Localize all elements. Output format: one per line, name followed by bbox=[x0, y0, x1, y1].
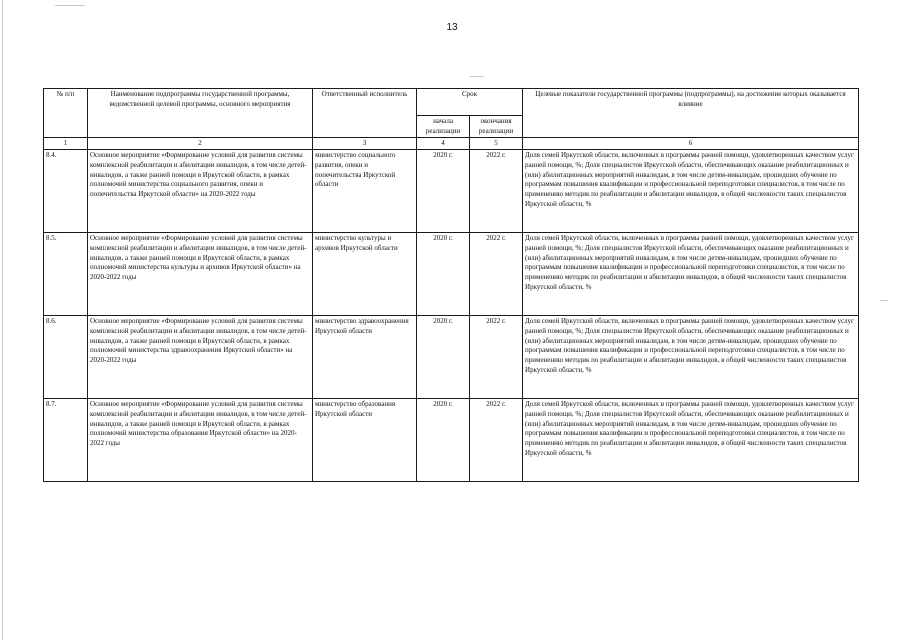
row-start: 2020 г. bbox=[417, 150, 470, 233]
header-indicators: Целевые показатели государственной программы (подпрограммы), на достижение которых оказывается влияние bbox=[523, 89, 859, 138]
column-number: 6 bbox=[523, 138, 859, 150]
scan-mark bbox=[55, 5, 85, 6]
row-end: 2022 г. bbox=[470, 233, 523, 316]
table-row bbox=[44, 150, 859, 233]
row-executor: министерство культуры и архивов Иркутской области bbox=[313, 233, 417, 316]
row-start: 2020 г. bbox=[417, 233, 470, 316]
row-name: Основное мероприятие «Формирование условий для развития системы комплексной реабилитации и абилитации инвалидов, в том числе детей-инвалидов, а также ранней помощи в Иркутской области, в рамках полномочий министерства социального развития, опеки и попечительства Иркутской области» на 2020-2022 годы bbox=[88, 150, 313, 233]
row-indicators: Доля семей Иркутской области, включенных в программы ранней помощи, удовлетворенных качеством услуг ранней помощи, %; Доля специалистов Иркутской области, обеспечивающих оказание реабилитационных и (или) абилитационных мероприятий инвалидам, в том числе детям-инвалидам, прошедших обучение по программам повышения квалификации и профессиональной переподготовки специалистов, в том числе по применению методик по реабилитации и абилитации инвалидов, в общей численности таких специалистов Иркутской области, % bbox=[523, 316, 859, 399]
row-executor: министерство здравоохранения Иркутской области bbox=[313, 316, 417, 399]
row-start: 2020 г. bbox=[417, 316, 470, 399]
header-row bbox=[44, 89, 859, 116]
scan-edge bbox=[2, 0, 3, 640]
column-number: 4 bbox=[417, 138, 470, 150]
header-term-end: окончания реализации bbox=[470, 116, 523, 138]
row-indicators: Доля семей Иркутской области, включенных в программы ранней помощи, удовлетворенных качеством услуг ранней помощи, %; Доля специалистов Иркутской области, обеспечивающих оказание реабилитационных и (или) абилитационных мероприятий инвалидам, в том числе детям-инвалидам, прошедших обучение по программам повышения квалификации и профессиональной переподготовки специалистов, в том числе по применению методик по реабилитации и абилитации инвалидов, в общей численности таких специалистов Иркутской области, % bbox=[523, 399, 859, 482]
table-row bbox=[44, 399, 859, 482]
row-indicators: Доля семей Иркутской области, включенных в программы ранней помощи, удовлетворенных качеством услуг ранней помощи, %; Доля специалистов Иркутской области, обеспечивающих оказание реабилитационных и (или) абилитационных мероприятий инвалидам, в том числе детям-инвалидам, прошедших обучение по программам повышения квалификации и профессиональной переподготовки специалистов, в том числе по применению методик по реабилитации и абилитации инвалидов, в общей численности таких специалистов Иркутской области, % bbox=[523, 233, 859, 316]
row-name: Основное мероприятие «Формирование условий для развития системы комплексной реабилитации и абилитации инвалидов, в том числе детей-инвалидов, а также ранней помощи в Иркутской области, в рамках полномочий министерства образования Иркутской области» на 2020-2022 годы bbox=[88, 399, 313, 482]
row-num: 8.5. bbox=[44, 233, 88, 316]
row-name: Основное мероприятие «Формирование условий для развития системы комплексной реабилитации и абилитации инвалидов, в том числе детей-инвалидов, а также ранней помощи в Иркутской области, в рамках полномочий министерства культуры и архивов Иркутской области» на 2020-2022 годы bbox=[88, 233, 313, 316]
column-number-row bbox=[44, 138, 859, 150]
table-row bbox=[44, 316, 859, 399]
table-row bbox=[44, 233, 859, 316]
column-number: 2 bbox=[88, 138, 313, 150]
column-number: 5 bbox=[470, 138, 523, 150]
scan-mark bbox=[880, 300, 888, 301]
row-num: 8.6. bbox=[44, 316, 88, 399]
header-term: Срок bbox=[417, 89, 523, 116]
header-num: № п/п bbox=[44, 89, 88, 138]
row-end: 2022 г. bbox=[470, 150, 523, 233]
scan-mark bbox=[470, 76, 484, 77]
row-start: 2020 г. bbox=[417, 399, 470, 482]
row-executor: министерство образования Иркутской области bbox=[313, 399, 417, 482]
row-executor: министерство социального развития, опеки и попечительства Иркутской области bbox=[313, 150, 417, 233]
header-executor: Ответственный исполнитель bbox=[313, 89, 417, 138]
header-term-start: начала реализации bbox=[417, 116, 470, 138]
row-num: 8.4. bbox=[44, 150, 88, 233]
row-end: 2022 г. bbox=[470, 399, 523, 482]
header-name: Наименование подпрограммы государственной программы, ведомственной целевой программы, основного мероприятия bbox=[88, 89, 313, 138]
column-number: 1 bbox=[44, 138, 88, 150]
program-table bbox=[43, 88, 859, 482]
column-number: 3 bbox=[313, 138, 417, 150]
row-num: 8.7. bbox=[44, 399, 88, 482]
row-name: Основное мероприятие «Формирование условий для развития системы комплексной реабилитации и абилитации инвалидов, в том числе детей-инвалидов, а также ранней помощи в Иркутской области, в рамках полномочий министерства здравоохранения Иркутской области» на 2020-2022 годы bbox=[88, 316, 313, 399]
page-number: 13 bbox=[446, 22, 458, 33]
row-end: 2022 г. bbox=[470, 316, 523, 399]
row-indicators: Доля семей Иркутской области, включенных в программы ранней помощи, удовлетворенных качеством услуг ранней помощи, %; Доля специалистов Иркутской области, обеспечивающих оказание реабилитационных и (или) абилитационных мероприятий инвалидам, в том числе детям-инвалидам, прошедших обучение по программам повышения квалификации и профессиональной переподготовки специалистов, в том числе по применению методик по реабилитации и абилитации инвалидов, в общей численности таких специалистов Иркутской области, % bbox=[523, 150, 859, 233]
